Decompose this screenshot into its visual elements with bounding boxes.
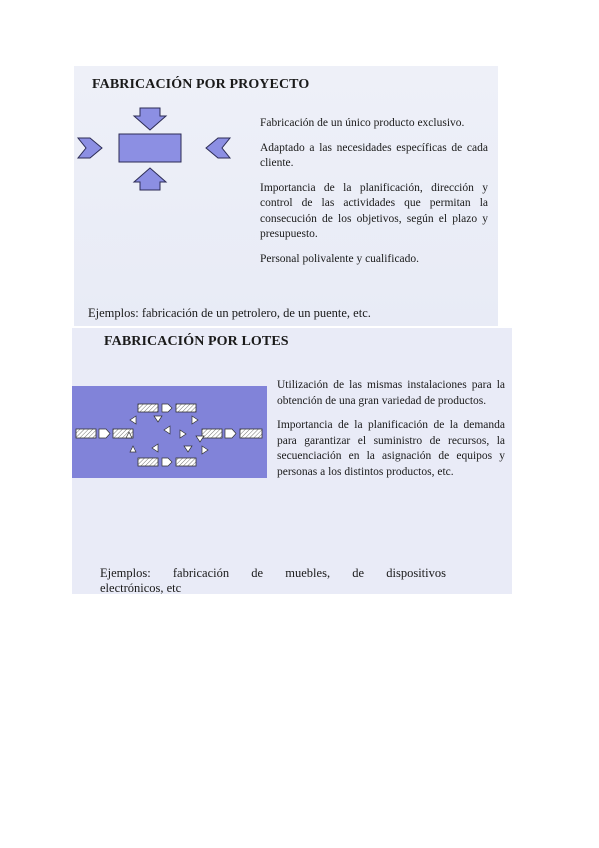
arrow-right-icon bbox=[162, 404, 172, 412]
bullet-item: Importancia de la planificación, dirección y control de las actividades que permitan la consecución de los objetivos, según el plazo y presupuesto. bbox=[260, 181, 488, 240]
process-box bbox=[202, 429, 222, 438]
bullet-item: Personal polivalente y cualificado. bbox=[260, 252, 420, 265]
arrow-up-icon bbox=[130, 446, 136, 452]
arrow-right-icon bbox=[225, 429, 236, 438]
arrow-down-icon bbox=[134, 108, 166, 130]
arrow-left-icon bbox=[206, 138, 230, 158]
process-box bbox=[138, 458, 158, 466]
process-box bbox=[138, 404, 158, 412]
arrow-up-icon bbox=[134, 168, 166, 190]
bullet-item: Adaptado a las necesidades específicas de cada cliente. bbox=[260, 141, 488, 169]
slide-title: FABRICACIÓN POR LOTES bbox=[104, 334, 289, 349]
bullet-list bbox=[277, 378, 505, 489]
process-box bbox=[76, 429, 96, 438]
arrow-right-icon bbox=[99, 429, 110, 438]
arrow-right-icon bbox=[192, 416, 198, 424]
arrow-right-icon bbox=[78, 138, 102, 158]
batch-diagram-band bbox=[72, 386, 267, 478]
bullet-list bbox=[260, 116, 488, 276]
arrow-right-icon bbox=[180, 430, 186, 438]
bullet-item: Utilización de las mismas instalaciones para la obtención de una gran variedad de productos. bbox=[277, 379, 505, 407]
arrow-right-icon bbox=[202, 446, 208, 454]
bullet-item: Importancia de la planificación de la demanda para garantizar el suministro de recursos, la secuenciación en la asignación de equipos y personas a los distintos productos, etc. bbox=[277, 419, 505, 478]
examples-text-line1: Ejemplos: fabricación de muebles, de dispositivos bbox=[100, 566, 446, 580]
batch-diagram bbox=[72, 386, 267, 478]
slide-lotes bbox=[72, 328, 512, 594]
process-box bbox=[240, 429, 262, 438]
bullet-item: Fabricación de un único producto exclusivo. bbox=[260, 117, 465, 129]
process-box bbox=[176, 458, 196, 466]
arrow-left-icon bbox=[164, 426, 170, 434]
arrow-left-icon bbox=[130, 416, 136, 424]
arrow-down-icon bbox=[154, 416, 162, 422]
arrow-down-icon bbox=[196, 436, 204, 442]
slide-title: FABRICACIÓN POR PROYECTO bbox=[92, 77, 310, 92]
project-diagram bbox=[74, 106, 254, 192]
arrow-down-icon bbox=[184, 446, 192, 452]
process-box bbox=[176, 404, 196, 412]
examples-text-line2: electrónicos, etc bbox=[100, 581, 182, 595]
arrow-left-icon bbox=[152, 444, 158, 452]
slide-proyecto bbox=[74, 66, 498, 326]
examples-text: Ejemplos: fabricación de un petrolero, de un puente, etc. bbox=[88, 306, 371, 320]
arrow-right-icon bbox=[162, 458, 172, 466]
central-product-box bbox=[119, 134, 181, 162]
